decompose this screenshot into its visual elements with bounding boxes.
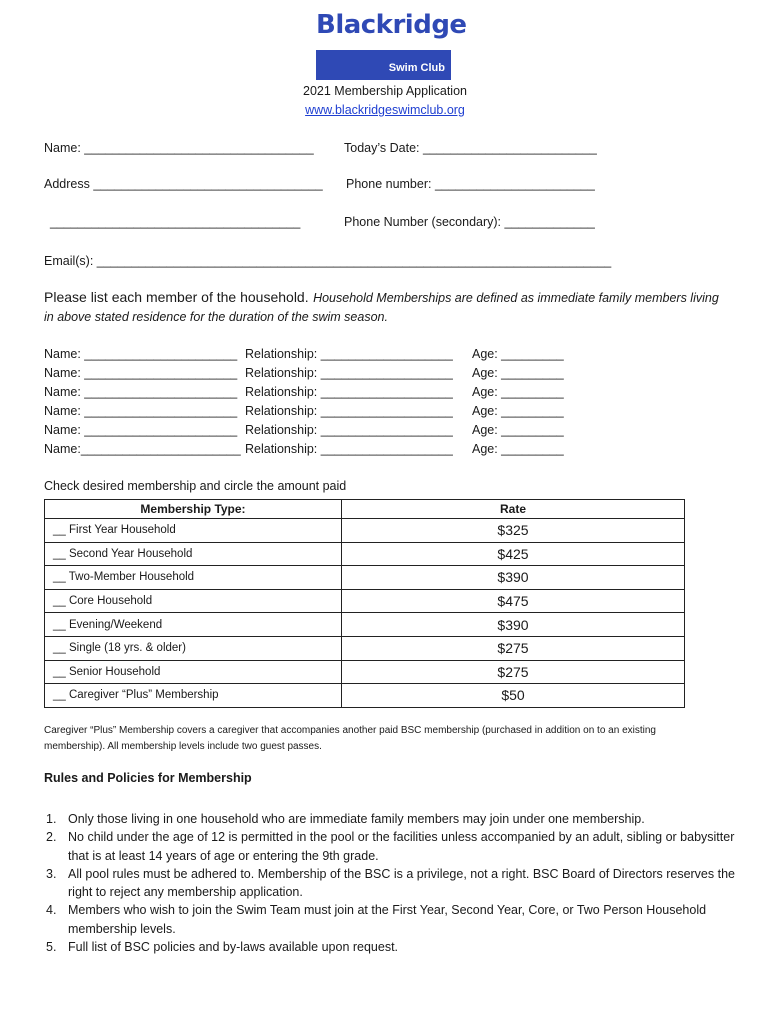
member-relationship-2[interactable]: Relationship: ___________________ [245,366,453,380]
member-relationship-6[interactable]: Relationship: ___________________ [245,442,453,456]
table-row[interactable] [45,636,685,660]
page-title: 2021 Membership Application [303,84,467,98]
member-age-4[interactable]: Age: _________ [472,404,564,418]
logo-subtitle: Swim Club [388,62,445,74]
member-age-3[interactable]: Age: _________ [472,385,564,399]
logo-band [316,50,451,80]
table-row[interactable] [45,542,685,566]
website-link-wrap [0,103,770,117]
email-field[interactable]: Email(s): __________________________________________________________________________ [44,254,612,268]
membership-rate[interactable]: $325 [342,519,685,543]
logo-title: Blackridge [316,10,467,40]
membership-type[interactable]: __ First Year Household [45,519,342,543]
phone-field[interactable]: Phone number: _______________________ [346,177,595,191]
rule-text: Members who wish to join the Swim Team must join at the First Year, Second Year, Core, or Two Person Household membership levels. [68,903,707,936]
rule-number: 3. [46,866,57,881]
member-relationship-3[interactable]: Relationship: ___________________ [245,385,453,399]
household-intro [44,289,719,307]
phone-secondary-field[interactable]: Phone Number (secondary): _____________ [344,215,595,229]
membership-type[interactable]: __ Evening/Weekend [45,613,342,637]
col-header-rate: Rate [342,500,685,519]
todays-date-field[interactable]: Today’s Date: _________________________ [344,141,597,155]
table-row[interactable] [45,566,685,590]
membership-rate[interactable]: $275 [342,660,685,684]
member-relationship-4[interactable]: Relationship: ___________________ [245,404,453,418]
rule-number: 1. [46,812,57,826]
membership-rate[interactable]: $390 [342,613,685,637]
caregiver-note: Caregiver “Plus” Membership covers a caregiver that accompanies another paid BSC membership (purchased in addition on to an existing membership). All membership levels include two guest passes. [44,725,656,752]
rule-number: 5. [46,940,57,955]
member-age-6[interactable]: Age: _________ [472,442,564,456]
rule-text: No child under the age of 12 is permitted in the pool or the facilities unless accompanied by an adult, sibling or babysitter that is at least 14 years of age or entering the 9th grade. [68,830,735,863]
membership-rate[interactable]: $475 [342,589,685,613]
member-age-5[interactable]: Age: _________ [472,423,564,437]
household-intro-italic-2: in above stated residence for the duration of the swim season. [44,310,388,324]
rule-text: Only those living in one household who are immediate family members may join under one membership. [68,812,645,826]
membership-rate[interactable]: $425 [342,542,685,566]
table-row[interactable] [45,684,685,708]
member-name-1[interactable]: Name: ______________________ [44,347,238,361]
member-relationship-5[interactable]: Relationship: ___________________ [245,423,453,437]
member-name-4[interactable]: Name: ______________________ [44,404,238,418]
membership-type[interactable]: __ Single (18 yrs. & older) [45,636,342,660]
household-intro-text: Please list each member of the household. [44,289,309,305]
membership-type[interactable]: __ Two-Member Household [45,566,342,590]
address-line2-field[interactable]: ____________________________________ [50,215,301,229]
membership-type[interactable]: __ Senior Household [45,660,342,684]
list-item [46,938,736,956]
member-age-2[interactable]: Age: _________ [472,366,564,380]
table-row[interactable] [45,660,685,684]
table-row[interactable] [45,589,685,613]
membership-table [44,499,685,708]
rule-number: 4. [46,903,57,918]
membership-type[interactable]: __ Second Year Household [45,542,342,566]
list-item [46,901,736,938]
table-row[interactable] [45,613,685,637]
member-relationship-1[interactable]: Relationship: ___________________ [245,347,453,361]
name-field[interactable]: Name: _________________________________ [44,141,314,155]
list-item [46,810,736,828]
membership-type[interactable]: __ Caregiver “Plus” Membership [45,684,342,708]
membership-rate[interactable]: $390 [342,566,685,590]
list-item [46,865,736,902]
member-name-2[interactable]: Name: ______________________ [44,366,238,380]
rule-text: All pool rules must be adhered to. Membership of the BSC is a privilege, not a right. BSC Board of Directors reserves the right to reject any membership application. [68,866,735,900]
membership-rate[interactable]: $275 [342,636,685,660]
membership-rate[interactable]: $50 [342,684,685,708]
table-row[interactable] [45,519,685,543]
list-item [46,828,736,865]
member-age-1[interactable]: Age: _________ [472,347,564,361]
membership-instruction: Check desired membership and circle the amount paid [44,479,347,493]
household-intro-italic: Household Memberships are defined as immediate family members living [313,291,719,305]
member-name-5[interactable]: Name: ______________________ [44,423,238,437]
address-field[interactable]: Address _________________________________ [44,177,323,191]
membership-type[interactable]: __ Core Household [45,589,342,613]
website-link[interactable]: www.blackridgeswimclub.org [305,103,465,117]
rule-text: Full list of BSC policies and by-laws available upon request. [68,940,399,955]
member-name-3[interactable]: Name: ______________________ [44,385,238,399]
club-logo [316,10,467,74]
table-header-row [45,500,685,519]
rules-list [46,810,736,956]
col-header-type: Membership Type: [45,500,342,519]
rules-heading: Rules and Policies for Membership [44,771,252,785]
member-name-6[interactable]: Name:_______________________ [44,442,241,456]
rule-number: 2. [46,830,57,845]
